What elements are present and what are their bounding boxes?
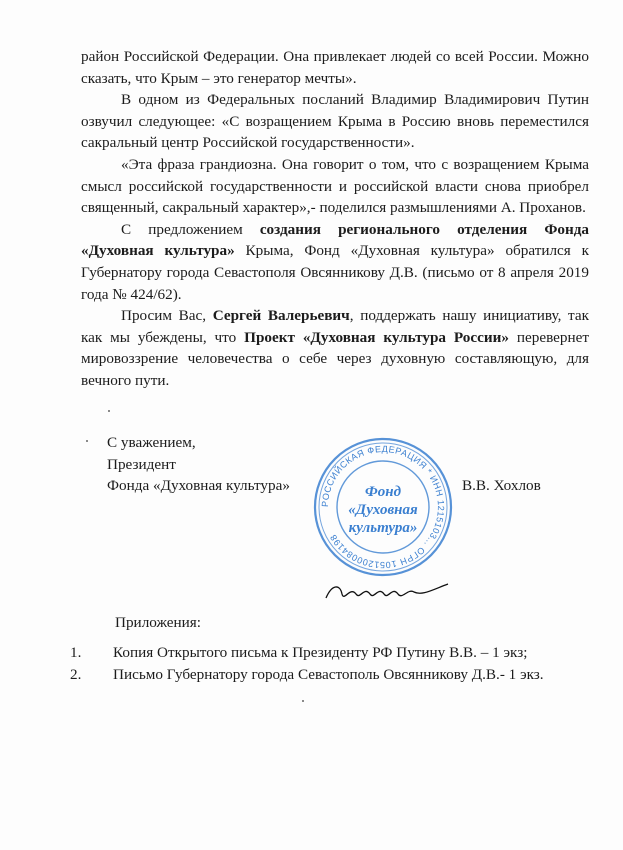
closing-organization: Фонда «Духовная культура» <box>107 477 290 495</box>
attachment-number: 1. <box>70 644 82 661</box>
closing-block <box>107 432 307 497</box>
paragraph-1: район Российской Федерации. Она привлекает людей со всей России. Можно сказать, что Крым – это генератор мечты». <box>81 48 589 87</box>
addressee-name: Сергей Валерьевич <box>212 307 350 325</box>
project-name: Проект «Духовная культура России» <box>244 328 509 346</box>
handwritten-signature <box>322 580 452 604</box>
closing-regards: С уважением, <box>107 434 196 451</box>
attachments-label: Приложения: <box>115 614 201 631</box>
scan-speck <box>302 700 304 702</box>
attachment-item <box>70 664 600 686</box>
scan-speck <box>108 410 110 412</box>
letter-body <box>81 46 589 392</box>
scan-speck <box>86 440 88 442</box>
organization-stamp <box>312 436 454 578</box>
attachment-number: 2. <box>70 665 82 683</box>
stamp-ring-text: РОССИЙСКАЯ ФЕДЕРАЦИЯ * ИНН 1215103... ОГРН 1051200084198 <box>319 443 447 571</box>
stamp-line-1: Фонд <box>364 484 402 500</box>
attachment-text: Письмо Губернатору города Севастополь Овсянникову Д.В.- 1 экз. <box>113 665 544 683</box>
attachments-list <box>70 642 600 685</box>
bold-phrase: создания регионального отделения Фонда «Духовная культура» <box>81 220 589 260</box>
paragraph-3: «Эта фраза грандиозна. Она говорит о том, что с возращением Крыма смысл российской государственности и российской власти снова приобрел священный, сакральный характер»,- поделился размышлениями А. Проханов. <box>81 155 589 217</box>
signer-name: В.В. Хохлов <box>462 477 541 494</box>
attachment-item <box>70 642 600 664</box>
paragraph-4: С предложением создания регионального отделения Фонда «Духовная культура» Крыма, Фонд «Духовная культура» обратился к Губернатору города Севастополя Овсянникову Д.В. (письмо от 8 апреля 2019 года № 424/62). <box>81 220 589 303</box>
closing-position: Президент <box>107 455 176 473</box>
stamp-line-3: культура» <box>348 520 418 536</box>
paragraph-2: В одном из Федеральных посланий Владимир Владимирович Путин озвучил следующее: «С возращением Крыма в Россию вновь переместился сакральный центр Российской государственности». <box>81 91 589 152</box>
stamp-line-2: «Духовная <box>348 502 418 518</box>
paragraph-5: Просим Вас, Сергей Валерьевич, поддержать нашу инициативу, так как мы убеждены, что Проект «Духовная культура России» перевернет мировоззрение человечества о себе через духовную составляющую, для вечного пути. <box>81 307 589 389</box>
attachment-text: Копия Открытого письма к Президенту РФ Путину В.В. – 1 экз; <box>113 644 528 661</box>
